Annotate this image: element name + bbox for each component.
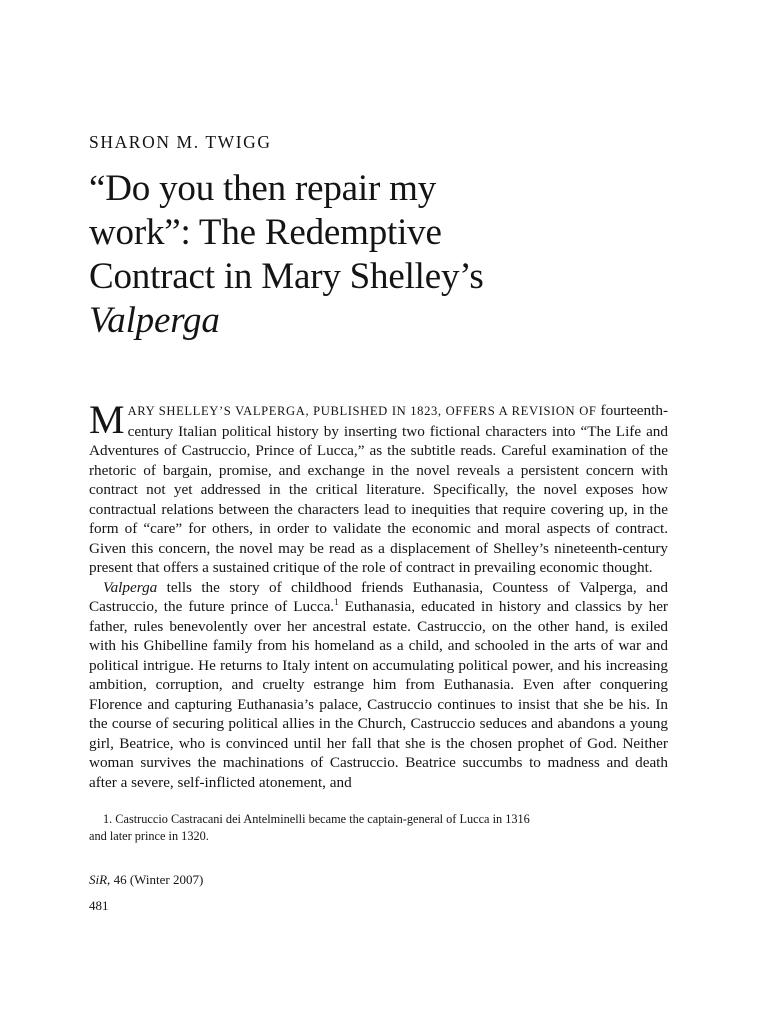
paragraph-2-text-b: Euthanasia, educated in history and classics by her father, rules benevolently over her ancestral estate. Castruccio, on the other hand, is exiled with his Ghibelline family from his homeland as a child, and schooled in the arts of war and political intrigue. He returns to Italy intent on accumulating political power, and his increasing ambition, corruption, and cruelty estrange him from Euthanasia. Even after conquering Florence and capturing Euthanasia’s palace, Castruccio continues to insist that she be his. In the course of securing political allies in the Church, Castruccio seduces and abandons a young girl, Beatrice, who is convinced until her fall that she is the chosen prophet of God. Neither woman survives the machinations of Castruccio. Beatrice succumbs to madness and death after a severe, self-inflicted atonement, and xyxy=(89,598,668,791)
paragraph-1-text: fourteenth-century Italian political history by inserting two fictional characters into “The Life and Adventures of Castruccio, Prince of Lucca,” as the subtitle reads. Careful examination of the rhetoric of bargain, promise, and exchange in the novel reveals a persistent concern with contract not yet addressed in the critical literature. Specifically, the novel exposes how contractual relations between the characters lead to inequities that require covering up, in the form of “care” for others, in order to validate the economic and moral aspects of contract. Given this concern, the novel may be read as a displacement of Shelley’s nineteenth-century present that offers a sustained critique of the role of contract in prevailing economic thought. xyxy=(89,402,669,576)
article-body xyxy=(89,397,669,792)
paragraph-2-italic-title: Valperga xyxy=(103,578,158,596)
journal-abbrev: SiR, xyxy=(89,872,111,887)
page-number: 481 xyxy=(89,898,109,913)
journal-issue: 46 (Winter 2007) xyxy=(110,872,204,887)
footnote xyxy=(89,811,668,845)
article-title xyxy=(89,167,649,343)
footnote-reference[interactable]: 1 xyxy=(334,596,339,607)
article-page xyxy=(89,0,669,1024)
footnote-line-2: and later prince in 1320. xyxy=(89,829,209,843)
title-line-2: work”: The Redemptive xyxy=(89,212,442,253)
footnote-line-1: 1. Castruccio Castracani dei Antelminelli became the captain-general of Lucca in 1316 xyxy=(103,812,530,826)
title-line-3: Contract in Mary Shelley’s xyxy=(89,256,484,297)
drop-cap: M xyxy=(89,397,125,442)
author-name: SHARON M. TWIGG xyxy=(89,132,272,152)
title-line-4: Valperga xyxy=(89,300,220,341)
paragraph-2-text-a: tells the story of childhood friends Euthanasia, Countess of Valperga, and Castruccio, the future prince of Lucca. xyxy=(89,578,668,615)
opening-small-caps: ARY SHELLEY’S VALPERGA, PUBLISHED IN 1823, OFFERS A REVISION OF xyxy=(127,404,597,418)
journal-citation xyxy=(89,872,203,888)
paragraph-1 xyxy=(89,397,669,578)
title-line-1: “Do you then repair my xyxy=(89,168,436,209)
paragraph-2 xyxy=(89,578,668,793)
